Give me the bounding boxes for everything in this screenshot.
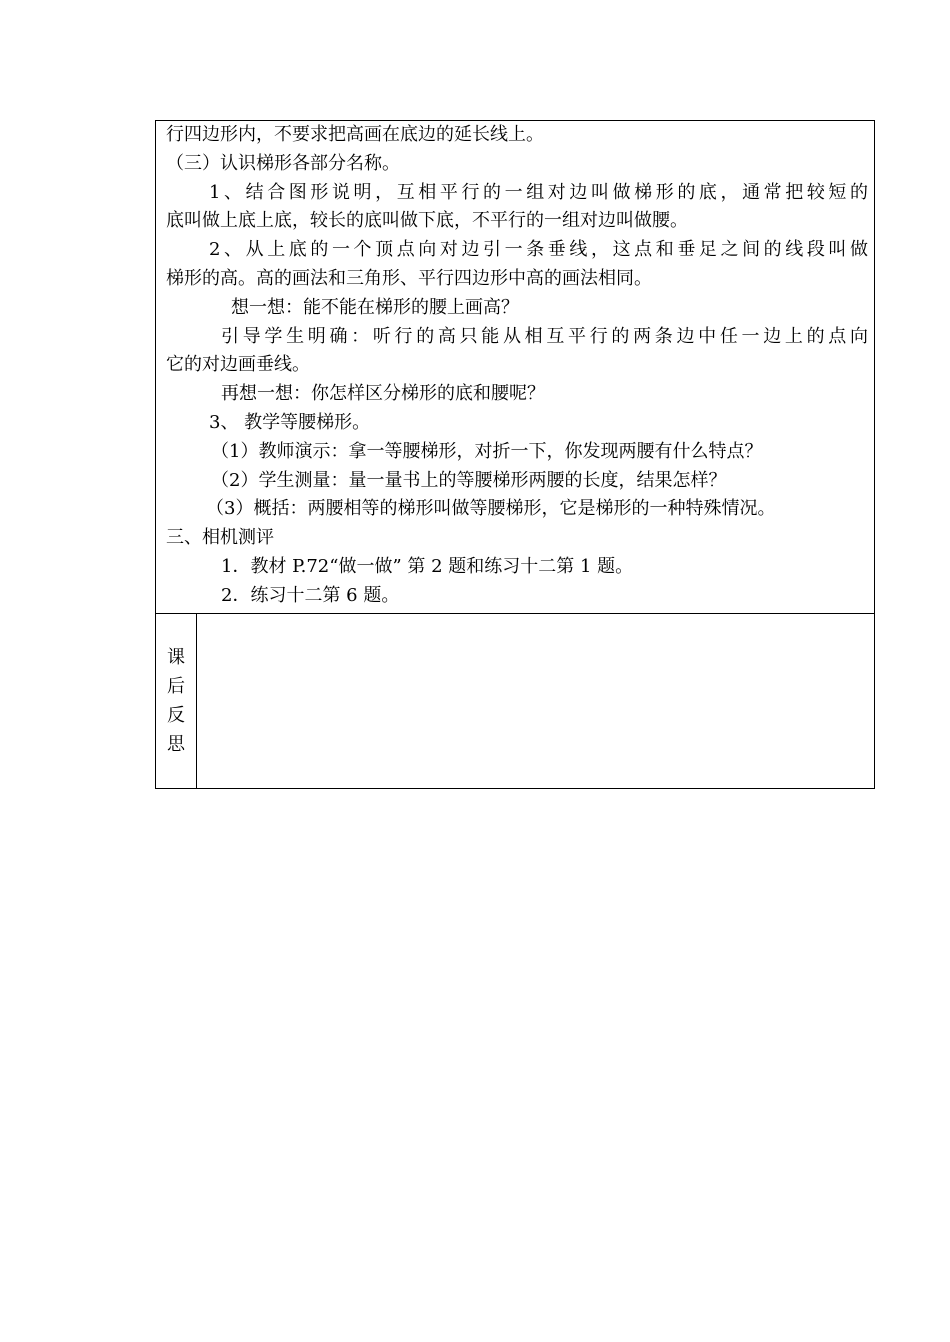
- exercise-item: 2．练习十二第 6 题。: [221, 584, 400, 606]
- text-line: 行四边形内，不要求把高画在底边的延长线上。: [166, 124, 544, 145]
- text-line: （1）教师演示：拿一等腰梯形，对折一下，你发现两腰有什么特点？: [211, 440, 763, 462]
- reflection-label-char: 反: [167, 704, 185, 726]
- lesson-table: [155, 120, 875, 789]
- text-line: （2）学生测量：量一量书上的等腰梯形两腰的长度，结果怎样？: [211, 469, 727, 491]
- reflection-label-char: 后: [167, 675, 185, 697]
- text-line: 1、结合图形说明，互相平行的一组对边叫做梯形的底，通常把较短的: [209, 181, 868, 203]
- section-heading: （三）认识梯形各部分名称。: [166, 152, 400, 174]
- reflection-label-char: 课: [167, 646, 185, 668]
- text-line: （3）概括：两腰相等的梯形叫做等腰梯形，它是梯形的一种特殊情况。: [206, 498, 776, 520]
- reflection-content-cell: [197, 614, 874, 788]
- text-line: 3、 教学等腰梯形。: [209, 411, 371, 433]
- reflection-row: [156, 614, 874, 788]
- text-line: 梯形的高。高的画法和三角形、平行四边形中高的画法相同。: [166, 267, 652, 289]
- exercise-item: 1．教材 P.72“做一做” 第 2 题和练习十二第 1 题。: [221, 555, 634, 577]
- text-line: 底叫做上底上底，较长的底叫做下底，不平行的一组对边叫做腰。: [166, 210, 688, 232]
- text-line: 它的对边画垂线。: [166, 354, 310, 376]
- text-line: 引导学生明确：听行的高只能从相互平行的两条边中任一边上的点向: [221, 325, 868, 347]
- text-line: 2、从上底的一个顶点向对边引一条垂线，这点和垂足之间的线段叫做: [209, 239, 868, 261]
- reflection-label-cell: [156, 614, 197, 788]
- reflection-label-char: 思: [167, 733, 185, 755]
- lesson-content-cell: [156, 121, 874, 614]
- text-line: 再想一想：你怎样区分梯形的底和腰呢？: [221, 383, 545, 405]
- text-line: 想一想：能不能在梯形的腰上画高？: [231, 296, 519, 318]
- section-heading: 三、相机测评: [166, 527, 274, 549]
